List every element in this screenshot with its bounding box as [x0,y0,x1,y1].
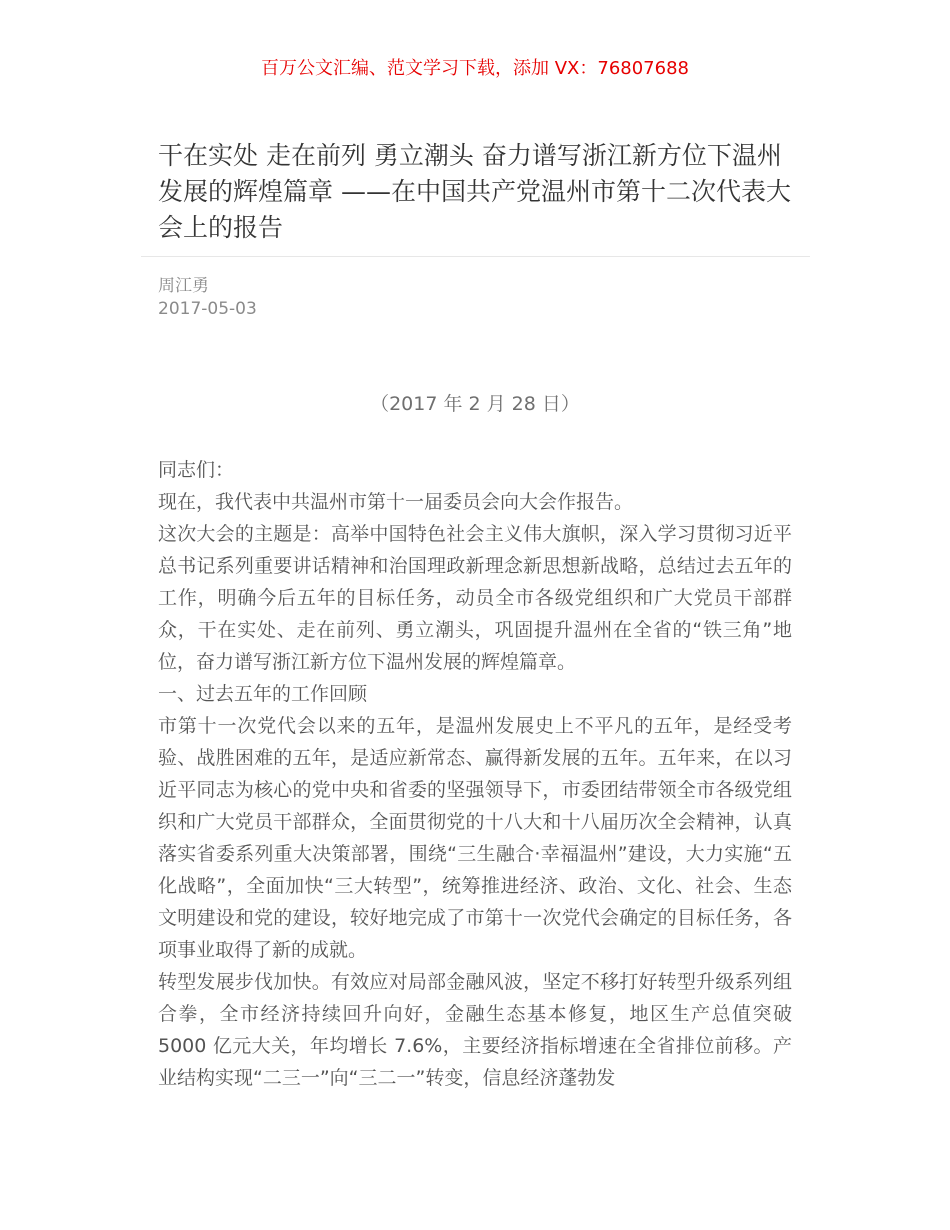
publish-date: 2017-05-03 [158,299,257,319]
body-paragraph: 转型发展步伐加快。有效应对局部金融风波，坚定不移打好转型升级系列组合拳，全市经济持续回升向好，金融生态基本修复，地区生产总值突破 5000 亿元大关，年均增长 7.6%，主要经济指标增速在全省排位前移。产业结构实现“二三一”向“三二一”转变，信息经济蓬勃发 [158,971,792,1089]
title-divider [141,256,810,257]
body-paragraph: 现在，我代表中共温州市第十一届委员会向大会作报告。 [158,491,634,513]
article-title: 干在实处 走在前列 勇立潮头 奋力谱写浙江新方位下温州发展的辉煌篇章 ——在中国共产党温州市第十二次代表大会上的报告 [158,141,791,242]
body-paragraph: 这次大会的主题是：高举中国特色社会主义伟大旗帜，深入学习贯彻习近平总书记系列重要讲话精神和治国理政新理念新思想新战略，总结过去五年的工作，明确今后五年的目标任务，动员全市各级党组织和广大党员干部群众，干在实处、走在前列、勇立潮头，巩固提升温州在全省的“铁三角”地位，奋力谱写浙江新方位下温州发展的辉煌篇章。 [158,523,792,673]
promo-banner: 百万公文汇编、范文学习下载，添加 VX：76807688 [261,58,689,79]
report-date: （2017 年 2 月 28 日） [370,393,580,415]
article-body [158,454,792,1094]
salutation: 同志们： [158,459,235,481]
body-paragraph: 市第十一次党代会以来的五年，是温州发展史上不平凡的五年，是经受考验、战胜困难的五年，是适应新常态、赢得新发展的五年。五年来，在以习近平同志为核心的党中央和省委的坚强领导下，市委团结带领全市各级党组织和广大党员干部群众，全面贯彻党的十八大和十八届历次全会精神，认真落实省委系列重大决策部署，围绕“三生融合·幸福温州”建设，大力实施“五化战略”，全面加快“三大转型”，统筹推进经济、政治、文化、社会、生态文明建设和党的建设，较好地完成了市第十一次党代会确定的目标任务，各项事业取得了新的成就。 [158,715,792,961]
author-name: 周江勇 [158,276,209,296]
article-meta [158,275,257,321]
section-heading: 一、过去五年的工作回顾 [158,683,368,705]
